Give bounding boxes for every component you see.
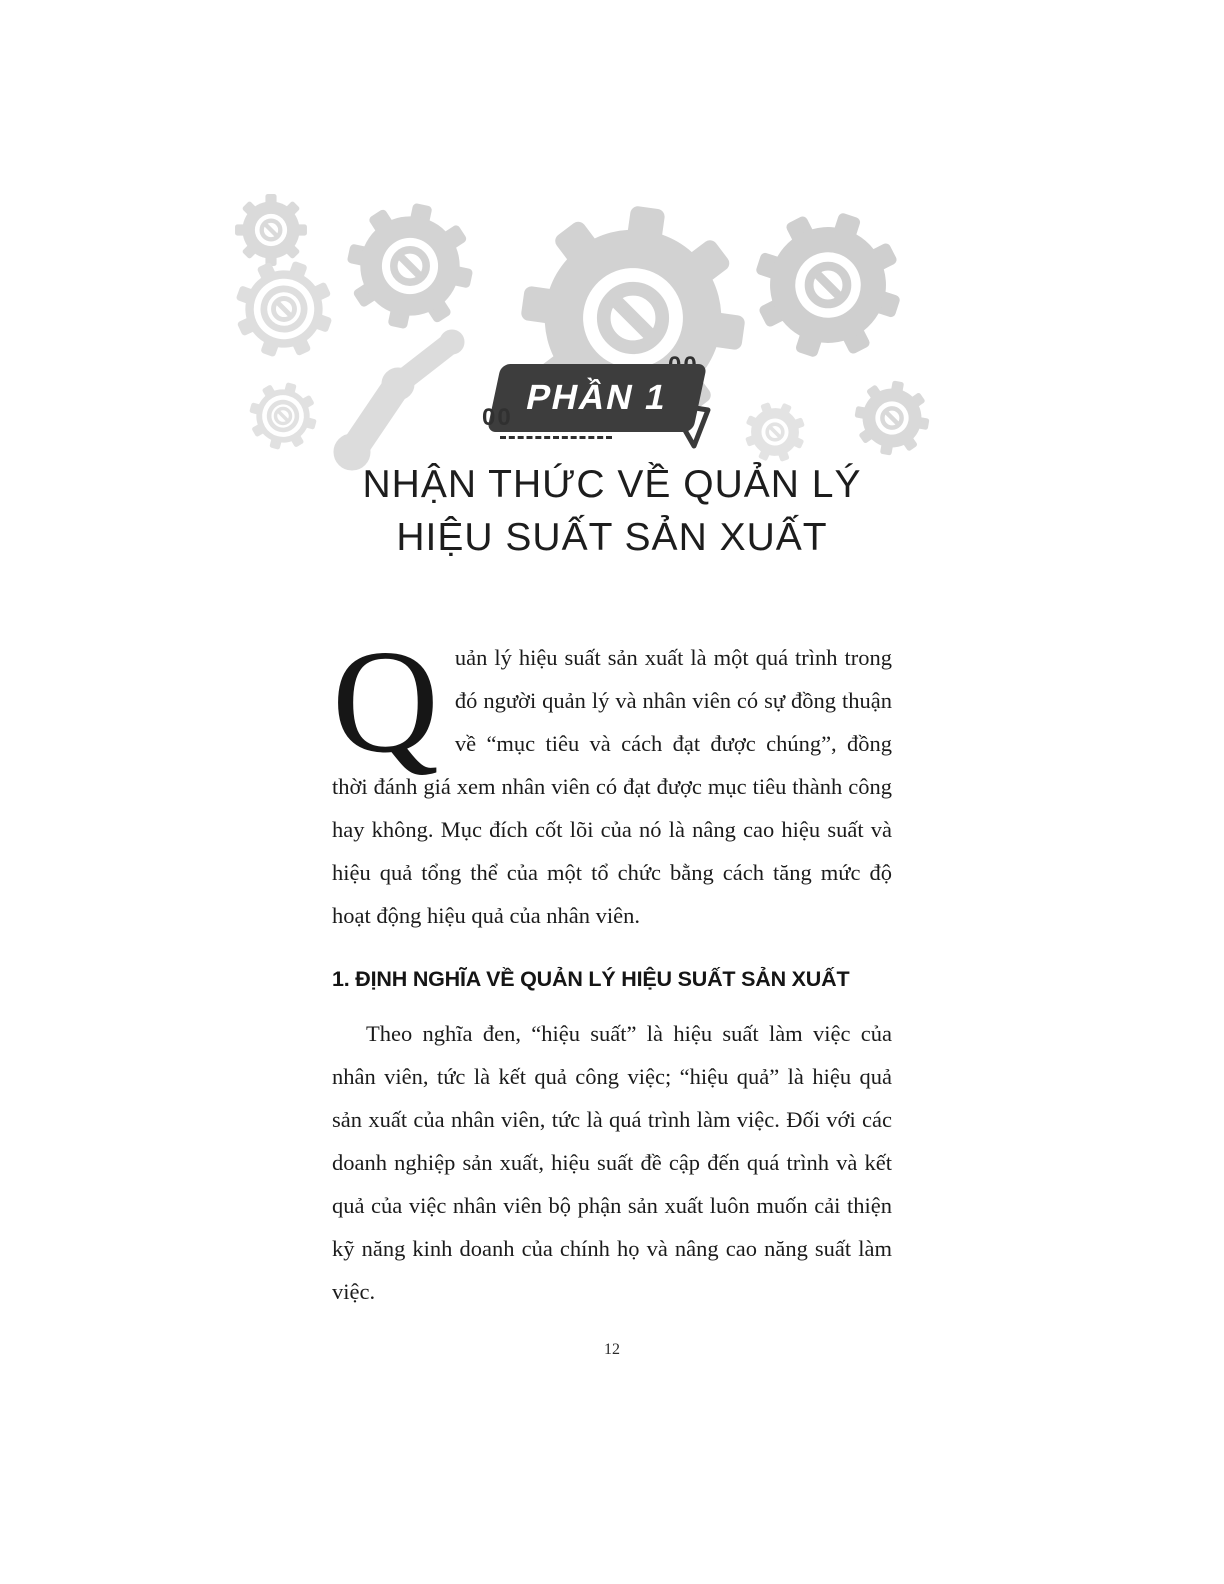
gear-icon: [235, 194, 307, 266]
part-title-line1: NHẬN THỨC VỀ QUẢN LÝ: [362, 463, 862, 506]
section-paragraph: Theo nghĩa đen, “hiệu suất” là hiệu suất làm việc của nhân viên, tức là kết quả công việc; “hiệu quả” là hiệu quả sản xuất của nhân viên, tức là quá trình làm việc. Đối với các doanh nghiệp sản xuất, hiệu suất đề cập đến quá trình và kết quả của việc nhân viên bộ phận sản xuất luôn muốn cải thiện kỹ năng kinh doanh của chính họ và nâng cao năng suất làm việc.: [332, 1021, 892, 1304]
part-badge-label: PHẦN 1: [522, 378, 672, 417]
part-title-line2: HIỆU SUẤT SẢN XUẤT: [396, 516, 828, 559]
part-badge-box: [487, 364, 707, 432]
intro-paragraph-text: uản lý hiệu suất sản xuất là một quá trình trong đó người quản lý và nhân viên có sự đồng thuận về “mục tiêu và cách đạt được chúng”, đồng thời đánh giá xem nhân viên có đạt được mục tiêu thành công hay không. Mục đích cốt lõi của nó là nâng cao hiệu suất và hiệu quả tổng thể của một tổ chức bằng cách tăng mức độ hoạt động hiệu quả của nhân viên.: [332, 645, 892, 928]
quote-mark-bottom: 00: [482, 404, 513, 431]
intro-paragraph: [332, 620, 892, 937]
part-badge: [0, 340, 1224, 470]
dropcap-letter: Q: [332, 620, 439, 784]
part-title: [0, 458, 1224, 564]
page-content: [332, 620, 892, 1359]
page-number: 12: [604, 1341, 620, 1358]
section-heading: 1. ĐỊNH NGHĨA VỀ QUẢN LÝ HIỆU SUẤT SẢN XUẤT: [332, 967, 850, 991]
badge-dashed-line: [500, 436, 612, 439]
gear-icon: [336, 192, 485, 341]
